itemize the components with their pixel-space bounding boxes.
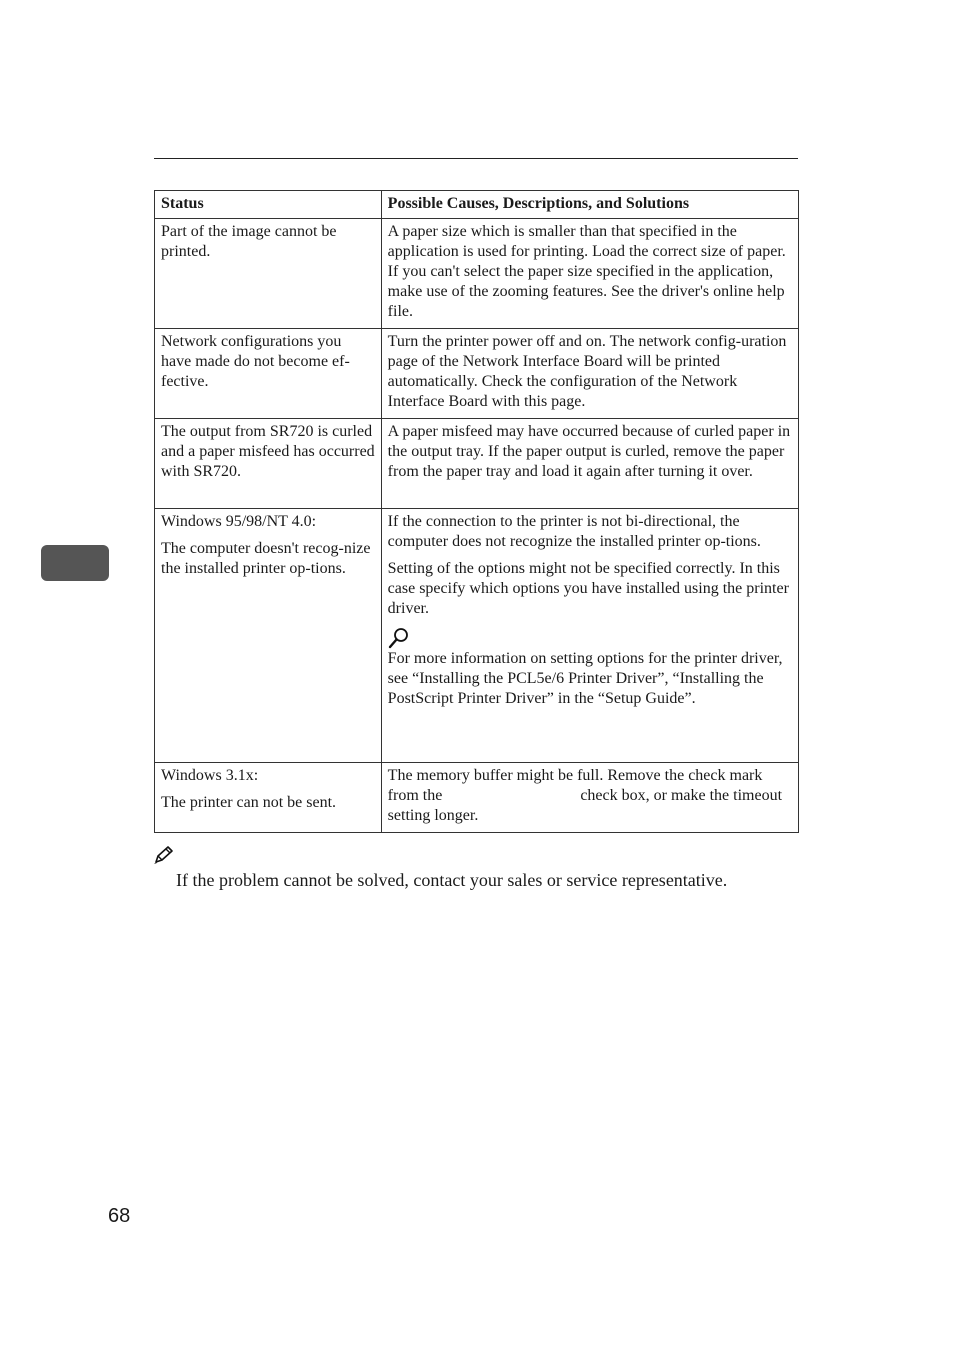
reference-block	[388, 627, 792, 709]
magnifier-reference-icon	[388, 627, 410, 649]
solution-text: A paper size which is smaller than that specified in the application is used for printing. Load the correct size of paper. If you can't select the paper size specified in the application, make use of the zooming features. See the driver's online help file.	[387, 223, 786, 320]
solution-text-part: check box, or make the timeout setting longer.	[387, 787, 783, 824]
header-rule	[154, 158, 798, 159]
solution-cell	[381, 219, 798, 329]
pencil-note-icon	[153, 845, 175, 865]
table-header-row	[155, 191, 799, 219]
status-cell	[155, 509, 382, 763]
column-header-status: Status	[155, 191, 382, 219]
troubleshooting-table	[154, 190, 799, 833]
page-number: 68	[108, 1205, 131, 1227]
table-row	[155, 219, 799, 329]
status-cell	[155, 219, 382, 329]
solution-cell	[381, 419, 798, 509]
chapter-tab	[41, 545, 109, 581]
status-text: The computer doesn't recog-nize the installed printer op-tions.	[161, 540, 371, 577]
status-cell	[155, 763, 382, 833]
status-text: Part of the image cannot be printed.	[161, 223, 337, 260]
solution-cell	[381, 509, 798, 763]
solution-text: A paper misfeed may have occurred because of curled paper in the output tray. If the paper output is curled, remove the paper from the paper tray and load it again after turning it over.	[387, 423, 791, 480]
status-text: The output from SR720 is curled and a paper misfeed has occurred with SR720.	[161, 423, 375, 480]
reference-text: For more information on setting options for the printer driver, see “Installing the PCL5e/6 Printer Driver”, “Installing the PostScript Printer Driver” in the “Setup Guide”.	[387, 650, 783, 707]
column-header-solutions: Possible Causes, Descriptions, and Solutions	[381, 191, 798, 219]
status-text: Network configurations you have made do not become ef-fective.	[161, 333, 350, 390]
solution-text: Setting of the options might not be specified correctly. In this case specify which options you have installed using the printer driver.	[387, 560, 789, 617]
table-row	[155, 329, 799, 419]
solution-cell	[381, 763, 798, 833]
status-cell	[155, 419, 382, 509]
table-row	[155, 763, 799, 833]
solution-text-part: The memory buffer might be full. Remove the check mark from the	[387, 767, 763, 804]
status-text: The printer can not be sent.	[161, 794, 337, 811]
solution-text: If the connection to the printer is not bi-directional, the computer does not recognize the installed printer op-tions.	[387, 513, 761, 550]
solution-cell	[381, 329, 798, 419]
status-os-label: Windows 3.1x:	[161, 767, 259, 784]
table-row	[155, 509, 799, 763]
note-text: If the problem cannot be solved, contact your sales or service representative.	[176, 870, 728, 890]
table-row	[155, 419, 799, 509]
status-cell	[155, 329, 382, 419]
status-os-label: Windows 95/98/NT 4.0:	[161, 513, 317, 530]
solution-text: Turn the printer power off and on. The network config-uration page of the Network Interface Board will be printed automatically. Check the configuration of the Network Interface Board with this page.	[387, 333, 787, 410]
solution-text	[388, 766, 792, 826]
